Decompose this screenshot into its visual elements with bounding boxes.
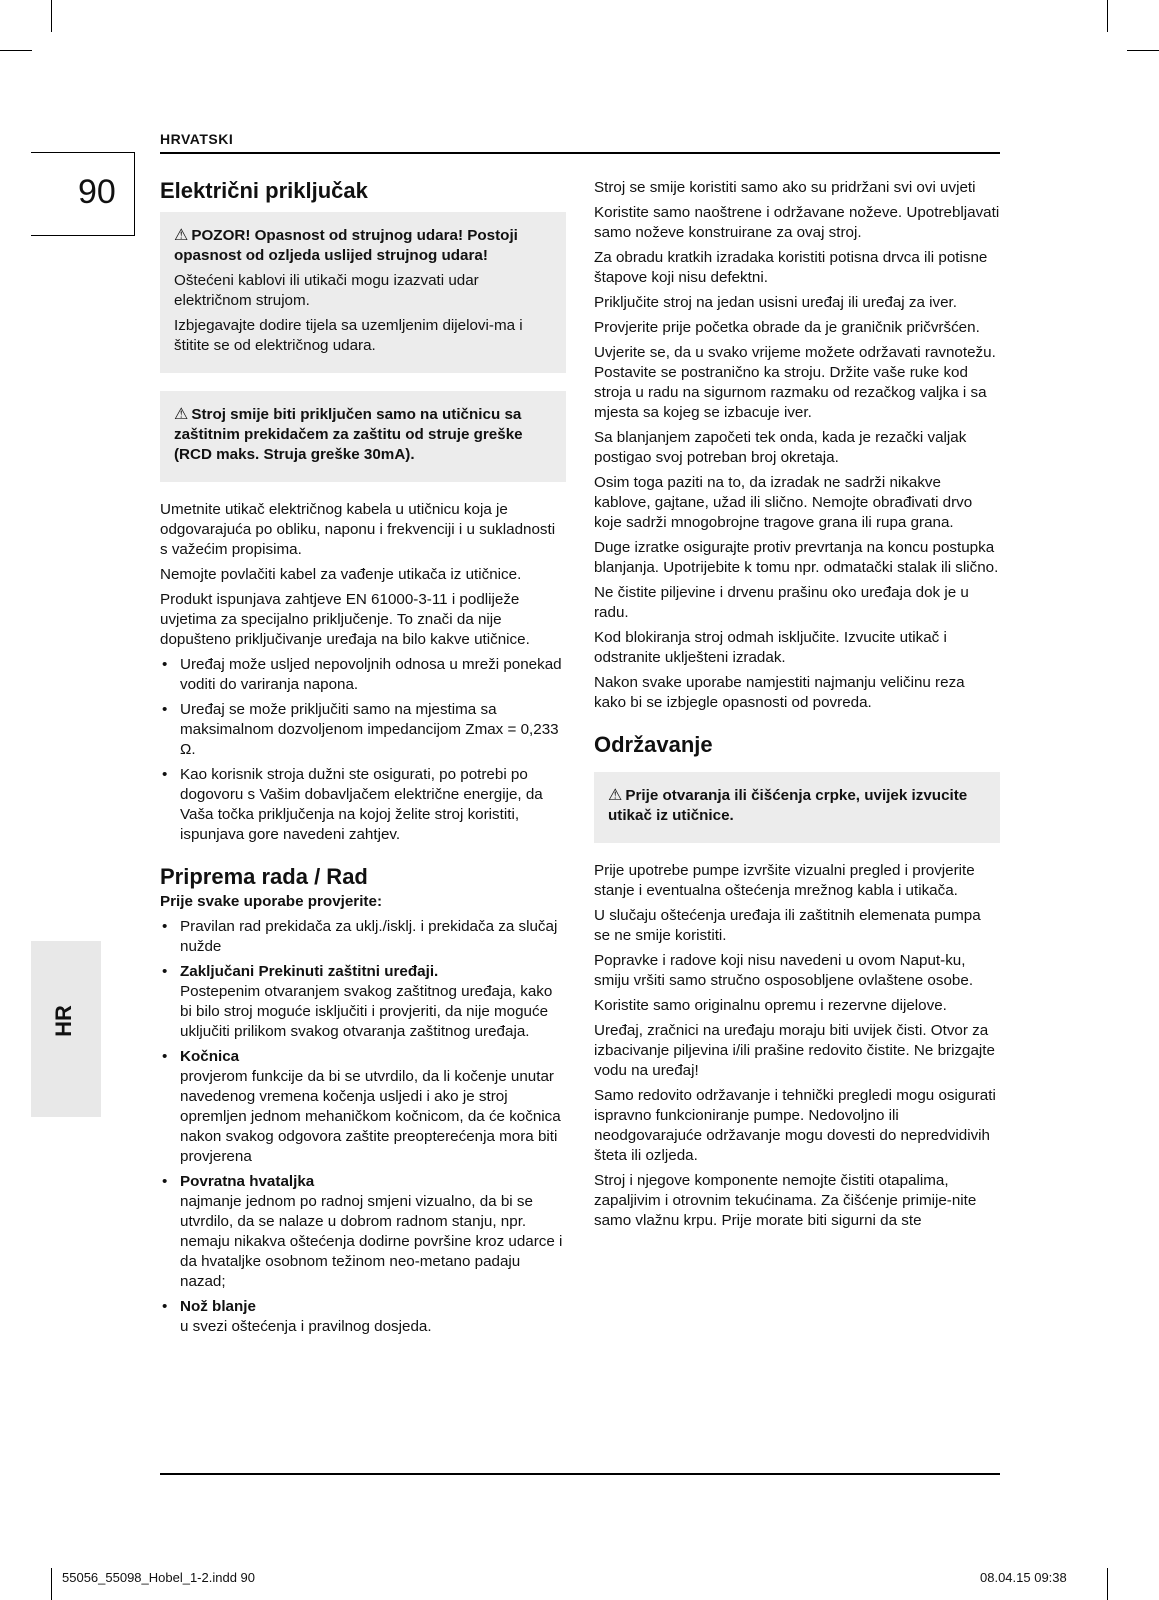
section-title-preparation: Priprema rada / Rad	[160, 864, 368, 889]
paragraph: Uređaj, zračnici na uređaju moraju biti uvijek čisti. Otvor za izbacivanje piljevina i/ili prašine redovito čistite. Ne brizgajte vodu na uređaj!	[594, 1022, 995, 1079]
header-rule	[160, 152, 1000, 154]
list-item	[160, 1172, 566, 1292]
language-tab	[31, 941, 101, 1117]
paragraph: Osim toga paziti na to, da izradak ne sadrži nikakve kablove, gajtane, užad ili slično. Nemojte obrađivati drvo koje sadrži mnogobrojne tragove grana ili rupa grana.	[594, 474, 973, 531]
paragraph: Sa blanjanjem započeti tek onda, kada je rezački valjak postigao svoj potreban broj okretaja.	[594, 429, 967, 466]
list-item	[160, 1047, 566, 1167]
paragraph: Kod blokiranja stroj odmah isključite. Izvucite utikač i odstranite uklješteni izradak.	[594, 629, 947, 666]
paragraph: Stroj se smije koristiti samo ako su pridržani svi ovi uvjeti	[594, 179, 976, 196]
paragraph: Uvjerite se, da u svako vrijeme možete održavati ravnotežu. Postavite se postranično ka stroju. Držite vaše ruke kod stroja u radu na sigurnom razmaku od rezačkog valjka i sa mjesta sa kojeg se izbacuje iver.	[594, 344, 996, 421]
paragraph: Ne čistite piljevine i drvenu prašinu oko uređaja dok je u radu.	[594, 584, 969, 621]
item-text: u svezi oštećenja i pravilnog dosjeda.	[180, 1318, 432, 1335]
footer-date: 08.04.15 09:38	[980, 1570, 1067, 1585]
paragraph: Duge izratke osigurajte protiv prevrtanja na koncu postupka blanjanja. Upotrijebite k tomu npr. odmatački stalak ili slično.	[594, 539, 999, 576]
paragraph: Samo redovito održavanje i tehnički pregledi mogu osigurati ispravno funkcioniranje pumpe. Nedovoljno ili neodgovarajuće održavanje mogu dovesti do nepredvidivih šteta ili ozljeda.	[594, 1087, 996, 1164]
subheading: Prije svake uporabe provjerite:	[160, 893, 382, 910]
warning-triangle-icon: ⚠	[608, 787, 623, 804]
list-item	[160, 962, 566, 1042]
crop-mark	[51, 1568, 52, 1600]
item-text: provjerom funkcije da bi se utvrdilo, da li kočenje unutar navedenog vremena kočenja usljedi i ako je stroj opremljen jednom mehaničkom kočnicom, da će kočnica nakon svakog odgovora zaštite preopterećenja mora biti provjerena	[180, 1068, 561, 1165]
warning-title: POZOR! Opasnost od strujnog udara! Postoji opasnost od ozljeda uslijed strujnog udara!	[174, 227, 518, 264]
paragraph: Koristite samo naoštrene i održavane noževe. Upotrebljavati samo noževe konstruirane za ovaj stroj.	[594, 204, 1000, 241]
list-item: • Pravilan rad prekidača za uklj./isklj. i prekidača za slučaj nužde	[160, 917, 566, 957]
paragraph: Prije upotrebe pumpe izvršite vizualni pregled i provjerite stanje i eventualna oštećenja mrežnog kabla i utikača.	[594, 862, 975, 899]
paragraph: Provjerite prije početka obrade da je graničnik pričvršćen.	[594, 319, 980, 336]
section-title-maintenance: Održavanje	[594, 732, 713, 757]
list-item: • Uređaj može usljed nepovoljnih odnosa u mreži ponekad voditi do variranja napona.	[160, 655, 566, 695]
list-item: • Uređaj se može priključiti samo na mjestima sa maksimalnom dozvoljenom impedancijom Zmax = 0,233 Ω.	[160, 700, 566, 760]
paragraph: U slučaju oštećenja uređaja ili zaštitnih elemenata pumpa se ne smije koristiti.	[594, 907, 981, 944]
crop-mark	[51, 0, 52, 32]
crop-mark	[0, 50, 32, 51]
paragraph: Umetnite utikač električnog kabela u utičnicu koja je odgovarajuća po obliku, naponu i frekvenciji i u sukladnosti s važećim propisima.	[160, 501, 556, 558]
bullet-list	[160, 655, 566, 845]
warning-triangle-icon: ⚠	[174, 227, 189, 244]
language-tab-label: HR	[51, 1005, 76, 1037]
crop-mark	[1107, 0, 1108, 32]
list-item: • Kao korisnik stroja dužni ste osigurati, po potrebi po dogovoru s Vašim dobavljačem električne energije, da Vaša točka priključenja na kojoj želite stroj koristiti, ispunjava gore navedeni zahtjev.	[160, 765, 566, 845]
warning-box	[160, 391, 566, 482]
item-title: Povratna hvataljka	[180, 1173, 315, 1190]
paragraph: Koristite samo originalnu opremu i rezervne dijelove.	[594, 997, 947, 1014]
paragraph: Nakon svake uporabe namjestiti najmanju veličinu reza kako bi se izbjegle opasnosti od povreda.	[594, 674, 965, 711]
item-title: Nož blanje	[180, 1298, 256, 1315]
right-column	[594, 178, 1000, 1236]
item-text: Postepenim otvaranjem svakog zaštitnog uređaja, kako bi bilo stroj moguće isključiti i provjeriti, da nije moguće uključiti prilikom svakog otvaranja zaštitnog uređaja.	[180, 983, 553, 1040]
paragraph: Nemojte povlačiti kabel za vađenje utikača iz utičnice.	[160, 566, 522, 583]
paragraph: Popravke i radove koji nisu navedeni u ovom Naput-ku, smiju vršiti samo stručno osposobljene ovlaštene osobe.	[594, 952, 974, 989]
warning-box	[594, 772, 1000, 843]
footer-file-info: 55056_55098_Hobel_1-2.indd 90	[62, 1570, 256, 1585]
warning-title: Prije otvaranja ili čišćenja crpke, uvijek izvucite utikač iz utičnice.	[608, 787, 968, 824]
crop-mark	[1127, 50, 1159, 51]
warning-text: Izbjegavajte dodire tijela sa uzemljenim dijelovi-ma i štitite se od električnog udara.	[174, 317, 523, 354]
paragraph: Stroj i njegove komponente nemojte čistiti otapalima, zapaljivim i otrovnim tekućinama. Za čišćenje primije-nite samo vlažnu krpu. Prije morate biti sigurni da ste	[594, 1172, 977, 1229]
footer-rule	[160, 1473, 1000, 1475]
list-item	[160, 1297, 566, 1337]
section-title-electrical: Električni priključak	[160, 178, 368, 203]
language-header: HRVATSKI	[160, 131, 234, 147]
item-title: Zaključani Prekinuti zaštitni uređaji.	[180, 963, 439, 980]
page-number: 90	[78, 173, 116, 211]
paragraph: Produkt ispunjava zahtjeve EN 61000-3-11 i podliježe uvjetima za specijalno priključenje. To znači da nije dopušteno priključivanje uređaja na bilo kakve utičnice.	[160, 591, 530, 648]
paragraph: Priključite stroj na jedan usisni uređaj ili uređaj za iver.	[594, 294, 957, 311]
warning-triangle-icon: ⚠	[174, 406, 189, 423]
crop-mark	[1107, 1568, 1108, 1600]
left-column	[160, 178, 566, 1342]
warning-box	[160, 212, 566, 373]
check-list	[160, 917, 566, 1337]
warning-text: Oštećeni kablovi ili utikači mogu izazvati udar električnom strujom.	[174, 272, 479, 309]
item-title: Kočnica	[180, 1048, 240, 1065]
item-text: najmanje jednom po radnoj smjeni vizualno, da bi se utvrdilo, da se nalaze u dobrom radnom stanju, npr. nemaju nikakva oštećenja dodirne površine kroz udarce i da hvataljke osobnom težinom neo-metano padaju nazad;	[180, 1193, 563, 1290]
paragraph: Za obradu kratkih izradaka koristiti potisna drvca ili potisne štapove koji nisu defektni.	[594, 249, 988, 286]
warning-title: Stroj smije biti priključen samo na utičnicu sa zaštitnim prekidačem za zaštitu od struje greške (RCD maks. Struja greške 30mA).	[174, 406, 523, 463]
